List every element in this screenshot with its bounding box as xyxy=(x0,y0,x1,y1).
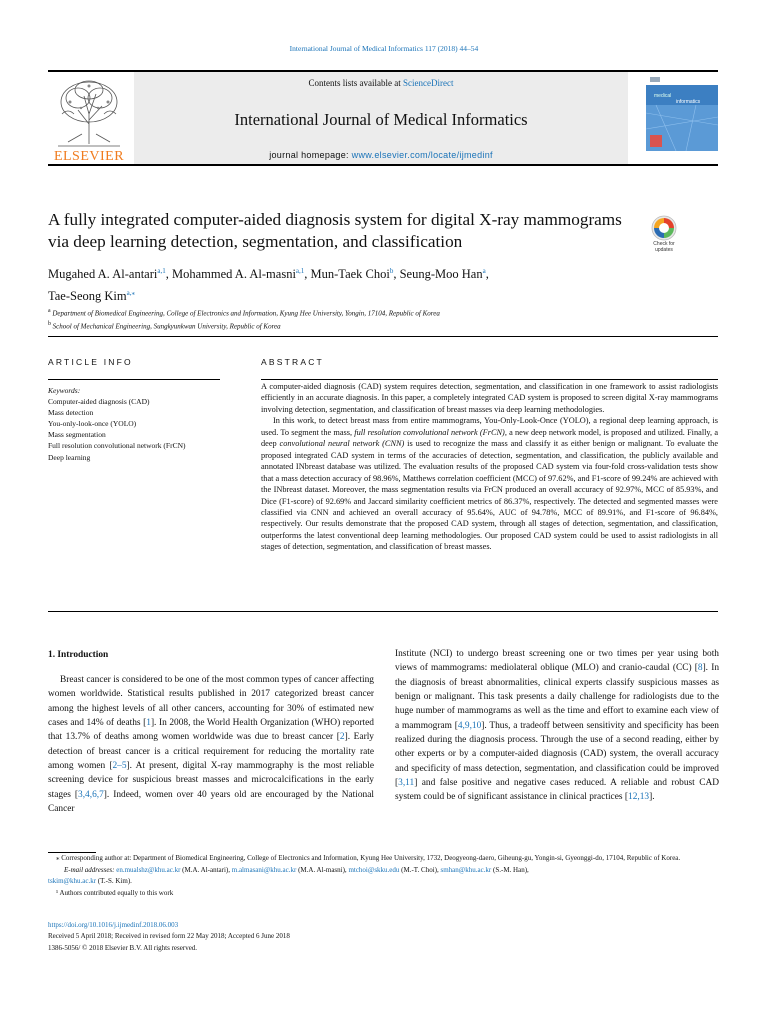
homepage-link[interactable]: www.elsevier.com/locate/ijmedinf xyxy=(351,150,493,160)
author-affil-marker[interactable]: a,1 xyxy=(157,267,166,275)
keyword-item: You-only-look-once (YOLO) xyxy=(48,419,137,429)
abstract-body xyxy=(261,381,718,553)
keyword-item: Mass detection xyxy=(48,408,94,418)
keyword-item: Full resolution convolutional network (FrCN) xyxy=(48,441,186,451)
homepage-label: journal homepage: xyxy=(269,150,352,160)
affiliation-text: School of Mechanical Engineering, Sungkyunkwan University, Republic of Korea xyxy=(52,322,281,331)
email-link[interactable]: tskim@khu.ac.kr xyxy=(48,877,97,885)
abstract-text: In this work, to detect breast mass from entire mammograms, You-Only-Look-Once (YOLO), a regional deep learning approach, is used. To segment the mass, xyxy=(261,416,718,437)
section-heading-introduction: 1. Introduction xyxy=(48,650,109,660)
affiliation-b xyxy=(48,319,688,332)
divider xyxy=(48,611,718,612)
header-rule-bottom xyxy=(48,164,718,166)
crossmark-line1: Check for xyxy=(653,241,675,247)
copyright: 1386-5056/ © 2018 Elsevier B.V. All rights reserved. xyxy=(48,943,198,952)
intro-column-left xyxy=(48,673,374,816)
cover-text-informatics: informatics xyxy=(676,99,701,105)
check-for-updates-badge[interactable] xyxy=(644,213,684,255)
email-label: E-mail addresses: xyxy=(64,865,115,874)
email-link[interactable]: smhan@khu.ac.kr xyxy=(440,865,492,874)
citation-link[interactable]: 12,13 xyxy=(628,792,650,803)
email-owner: (T.-S. Kim). xyxy=(96,877,132,885)
body-text: ]. In the diagnosis of breast abnormalities, clinical experts classify suspicious masses as benign or malignant. This task presents a daily challenge for radiologists due to the huge number of mammograms as well as the time and effort to examine each view of a mammogram [ xyxy=(395,663,720,731)
author-affil-marker[interactable]: a,1 xyxy=(295,267,305,275)
citation-link[interactable]: 1 xyxy=(146,718,151,729)
article-title: A fully integrated computer-aided diagnosis system for digital X-ray mammograms via deep learning detection, segmentation, and classification xyxy=(48,210,622,251)
doi-link[interactable]: https://doi.org/10.1016/j.ijmedinf.2018.06.003 xyxy=(48,921,179,929)
citation-link[interactable]: 2–5 xyxy=(112,761,127,772)
affiliation-a xyxy=(48,306,688,319)
journal-title: International Journal of Medical Informatics xyxy=(234,110,528,129)
author-list xyxy=(48,262,688,306)
journal-citation-link[interactable]: International Journal of Medical Informatics 117 (2018) 44–54 xyxy=(289,44,479,53)
body-text: Breast cancer is considered to be one of the most common types of cancer affecting women worldwide. Statistical results published in 2017 categorized breast cancer among the highest levels of all other cancers, accounting for 30% of estimated new cases and 14% of deaths [ xyxy=(48,675,374,729)
received-dates: Received 5 April 2018; Received in revised form 22 May 2018; Accepted 6 June 2018 xyxy=(48,932,290,941)
author-separator: , xyxy=(304,267,311,282)
keyword-item: Deep learning xyxy=(48,452,91,462)
crossmark-line2: updates xyxy=(655,247,673,253)
body-text: Institute (NCI) to undergo breast screening one or two times per year using both views of mammograms: mediolateral oblique (MLO) and cranio-caudal (CC) [ xyxy=(395,649,719,674)
keyword-item: Mass segmentation xyxy=(48,430,106,440)
article-info-heading: ARTICLE INFO xyxy=(48,357,133,367)
email-link[interactable]: mtchoi@skku.edu xyxy=(348,865,400,874)
affiliation-marker: a xyxy=(48,308,51,314)
body-text: ] and false positive and negative cases reduced. A reliable and robust CAD system could be of significant assistance in clinical practices [ xyxy=(395,778,719,803)
abstract-text: , a new deep network model, is proposed and utilized. Finally, a deep xyxy=(261,427,719,449)
email-link[interactable]: en.mualshz@khu.ac.kr xyxy=(116,865,181,874)
author-name[interactable]: Mun-Taek Choi xyxy=(310,267,390,282)
body-text: ]. At present, digital X-ray mammography is the most reliable screening device for suspicious breast masses and microcalcifications in the early stages [ xyxy=(48,761,374,800)
citation-link[interactable]: 3,4,6,7 xyxy=(78,789,104,800)
email-link[interactable]: m.almasani@khu.ac.kr xyxy=(231,865,297,874)
citation-link[interactable]: 3,11 xyxy=(398,778,415,789)
equal-contribution-note: ¹ Authors contributed equally to this work xyxy=(56,888,174,897)
email-addresses xyxy=(48,865,720,888)
affiliation-marker: b xyxy=(48,320,51,327)
email-owner: (M.-T. Choi), xyxy=(399,865,441,874)
body-text: ]. xyxy=(649,792,655,803)
author-affil-marker[interactable]: a xyxy=(482,267,486,275)
body-text: ]. Thus, a tradeoff between sensitivity and specificity has been realized during the diagnosis process. Through the use of a second reading, either by other experts or by a computer-aided diagnosis (CAD) system, the overall accuracy and specificity of mass detection, segmentation, and classification could be improved [ xyxy=(395,720,719,789)
divider xyxy=(261,379,718,380)
abstract-heading: ABSTRACT xyxy=(261,357,324,367)
author-name[interactable]: Mugahed A. Al-antari xyxy=(48,267,158,282)
affiliations xyxy=(48,306,688,332)
contents-line xyxy=(134,78,628,88)
keyword-item: Computer-aided diagnosis (CAD) xyxy=(48,397,150,407)
body-text: ]. Indeed, women over 40 years old are encouraged by the National Cancer xyxy=(48,789,374,815)
elsevier-wordmark: ELSEVIER xyxy=(53,149,125,164)
corresponding-author-note: ⁎ Corresponding author at: Department of Biomedical Engineering, College of Electronics and Information, Kyung Hee University, 1732, Deogyeong-daero, Giheung-gu, Yongin-si, Gyeonggi-do, 17104, Republic of Korea. xyxy=(56,854,681,862)
author-separator: , xyxy=(165,267,172,282)
author-name[interactable]: Mohammed A. Al-masni xyxy=(171,267,296,282)
citation-link[interactable]: 8 xyxy=(697,663,703,674)
abstract-text: is used to recognize the mass and classify it as either benign or malignant. To evaluate the proposed integrated CAD system in terms of the accuracies of detection, segmentation, and classification, the publicly available and annotated INbreast database was utilized. The evaluation results of the proposed CAD system via four-fold cross-validation tests show that a mass detection accuracy of 98.96%, Matthews correlation coefficient (MCC) of 97.62%, and F1-score of 99.24% are achieved with the INbreast dataset. Moreover, the mass segmentation results via FrCN produced an overall accuracy of 92.97%, MCC of 85.93%, and Dice (F1-score) of 92.69% and Jaccard similarity coefficient metrics of 86.37%, respectively. The detected and segmented masses were classified via CNN and achieved an overall accuracy of 95.64%, AUC of 94.78%, MCC of 89.91%, and F1-score of 96.84%, respectively. Our results demonstrate that the proposed CAD system, through all stages of detection, segmentation, and classification, outperforms the latest conventional deep learning methodologies. Our proposed CAD system could be used to assist radiologists in all stages of detection, segmentation, and classification of breast masses. xyxy=(261,439,719,552)
intro-column-right xyxy=(395,647,719,805)
journal-cover-thumbnail[interactable] xyxy=(646,73,718,163)
article-metadata xyxy=(48,920,448,954)
citation-link[interactable]: 4,9,10 xyxy=(457,720,482,731)
affiliation-text: Department of Biomedical Engineering, College of Electronics and Information, Kyung Hee University, Yongin, 17104, Republic of Korea xyxy=(52,309,440,318)
abstract-term-frcn: full resolution convolutional network (FrCN) xyxy=(354,427,505,437)
keywords-list xyxy=(48,385,228,463)
sciencedirect-link[interactable]: ScienceDirect xyxy=(403,78,454,88)
author-separator: , xyxy=(393,267,400,282)
abstract-term-cnn: convolutional neural network (CNN) xyxy=(279,439,405,449)
email-owner: (M.A. Al-antari), xyxy=(180,865,232,874)
abstract-paragraph-2 xyxy=(261,415,718,552)
contents-prefix: Contents lists available at xyxy=(308,78,403,88)
email-owner: (M.A. Al-masni), xyxy=(296,865,349,874)
author-name[interactable]: Tae-Seong Kim xyxy=(48,289,127,304)
journal-homepage xyxy=(134,150,628,160)
body-text: ]. Early detection of breast cancer is a critical requirement for reducing the mortality rate among women [ xyxy=(48,732,374,772)
abstract-paragraph-1: A computer-aided diagnosis (CAD) system requires detection, segmentation, and classification in one framework to assist radiologists efficiently in an accurate diagnosis. In this paper, a completely integrated CAD system is proposed to screen digital X-ray mammograms involving detection, segmentation, and classification of breast masses via deep learning methodologies. xyxy=(261,382,718,414)
author-affil-marker[interactable]: a,⁎ xyxy=(126,289,135,298)
citation-link[interactable]: 2 xyxy=(339,732,345,743)
divider xyxy=(48,336,718,337)
author-name[interactable]: Seung-Moo Han xyxy=(399,267,483,282)
email-owner: (S.-M. Han), xyxy=(491,865,529,874)
divider xyxy=(48,379,220,380)
body-text: ]. In 2008, the World Health Organization (WHO) reported that 13.7% of deaths among women worldwide was due to breast cancer [ xyxy=(48,718,374,743)
keywords-label: Keywords: xyxy=(48,386,81,395)
author-affil-marker[interactable]: b xyxy=(389,267,394,275)
footnotes xyxy=(48,853,720,899)
cover-text-medical: medical xyxy=(654,93,672,99)
author-separator: , xyxy=(485,267,489,282)
